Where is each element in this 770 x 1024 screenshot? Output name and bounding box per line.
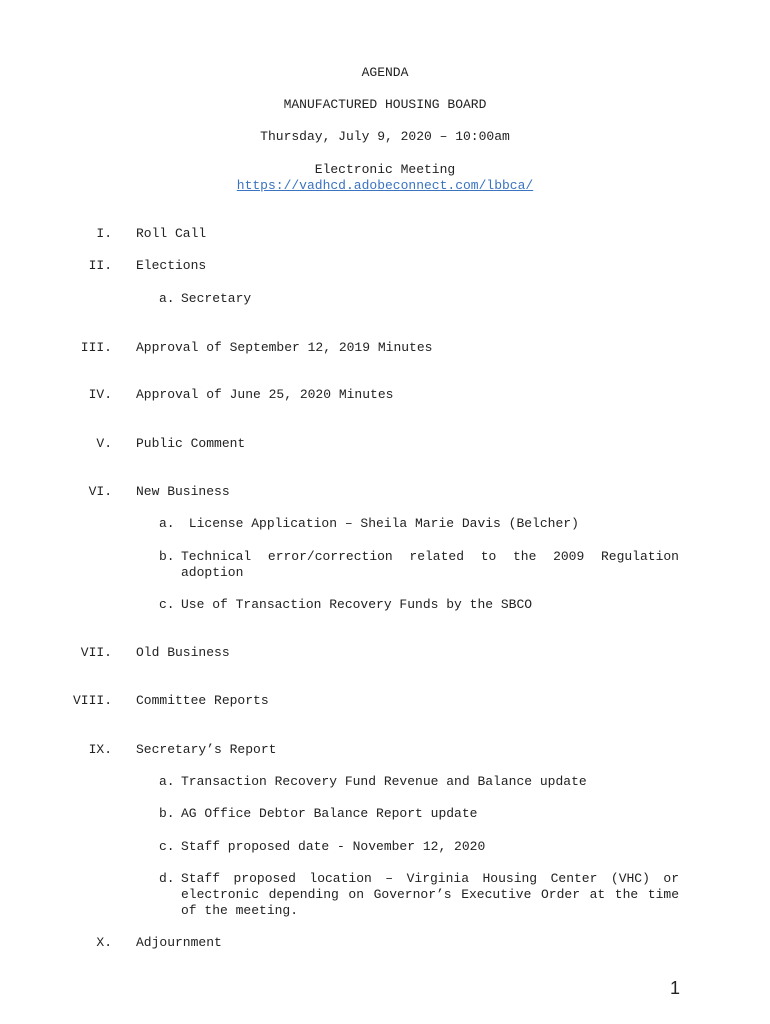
sub-item-text: AG Office Debtor Balance Report update	[181, 806, 478, 821]
meeting-type: Electronic Meeting	[314, 162, 456, 177]
sub-item-text: Secretary	[181, 291, 252, 306]
agenda-item-roll-call: Roll Call	[136, 226, 207, 241]
meeting-link-row	[0, 178, 770, 193]
sub-item-proposed-date	[159, 839, 485, 854]
sub-item-debtor-balance	[159, 806, 477, 821]
sub-item-letter: a.	[159, 291, 175, 306]
sub-item-letter: c.	[159, 839, 175, 854]
sub-item-letter: c.	[159, 597, 175, 612]
sub-item-text: Technical error/correction related to the 2009 Regulation adoption	[181, 549, 679, 580]
item-number: VII.	[80, 645, 112, 660]
agenda-item-elections: Elections	[136, 258, 207, 273]
sub-item-secretary	[159, 291, 251, 306]
agenda-item-secretarys-report: Secretary’s Report	[136, 742, 277, 757]
sub-item-letter: a.	[159, 774, 175, 789]
meeting-date: Thursday, July 9, 2020 – 10:00am	[260, 129, 510, 144]
sub-item-text: Use of Transaction Recovery Funds by the SBCO	[181, 597, 533, 612]
sub-item-text: License Application – Sheila Marie Davis (Belcher)	[181, 516, 579, 531]
sub-item-letter: d.	[159, 871, 175, 886]
sub-item-text: Transaction Recovery Fund Revenue and Balance update	[181, 774, 587, 789]
sub-item-technical-error	[159, 549, 679, 581]
sub-item-text: Staff proposed location – Virginia Housing Center (VHC) or electronic depending on Governor’s Executive Order at the time of the meeting.	[181, 871, 679, 918]
item-number: V.	[96, 436, 112, 451]
item-number: I.	[96, 226, 112, 241]
item-number: X.	[96, 935, 112, 950]
agenda-item-approval-june-minutes: Approval of June 25, 2020 Minutes	[136, 387, 394, 402]
agenda-item-old-business: Old Business	[136, 645, 230, 660]
sub-item-proposed-location	[159, 871, 679, 919]
item-number: VI.	[88, 484, 112, 499]
item-number: IV.	[88, 387, 112, 402]
page-number: 1	[669, 978, 680, 998]
item-number: III.	[80, 340, 112, 355]
sub-item-text: Staff proposed date - November 12, 2020	[181, 839, 486, 854]
item-number: II.	[88, 258, 112, 273]
item-number: IX.	[88, 742, 112, 757]
item-number: VIII.	[72, 693, 112, 708]
agenda-item-new-business: New Business	[136, 484, 230, 499]
sub-item-letter: b.	[159, 806, 175, 821]
meeting-link[interactable]: https://vadhcd.adobeconnect.com/lbbca/	[236, 178, 534, 193]
agenda-title: AGENDA	[361, 65, 409, 80]
agenda-item-adjournment: Adjournment	[136, 935, 222, 950]
sub-item-license-application	[159, 516, 579, 531]
sub-item-fund-revenue	[159, 774, 587, 789]
sub-item-letter: b.	[159, 549, 175, 564]
agenda-item-committee-reports: Committee Reports	[136, 693, 269, 708]
board-name: MANUFACTURED HOUSING BOARD	[283, 97, 487, 112]
agenda-item-approval-sept-minutes: Approval of September 12, 2019 Minutes	[136, 340, 433, 355]
sub-item-letter: a.	[159, 516, 175, 531]
agenda-item-public-comment: Public Comment	[136, 436, 246, 451]
sub-item-recovery-funds	[159, 597, 532, 612]
